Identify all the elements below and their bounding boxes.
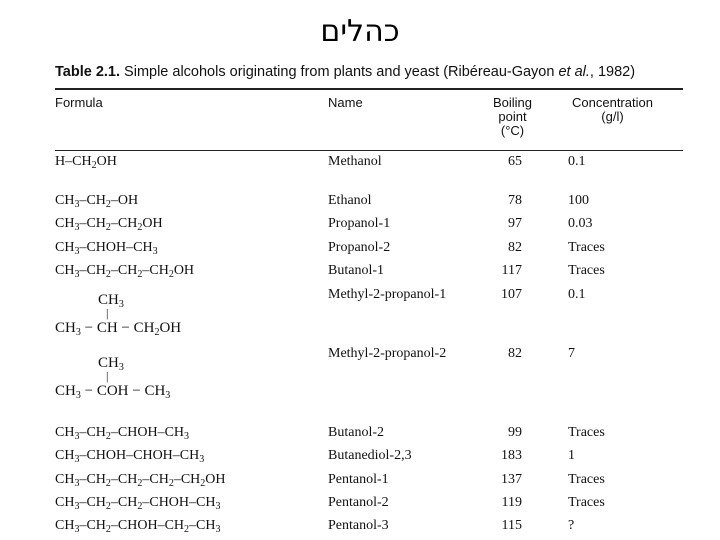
concentration-cell: 7 (568, 346, 575, 361)
header-concentration (565, 96, 660, 124)
slide-title: כהלים (320, 14, 400, 49)
header-bp-line2: point (498, 109, 527, 124)
formula-cell: $CH_3-CH_2-CH_2-CHOH-CH_3$ (55, 495, 221, 512)
concentration-cell: 1 (568, 448, 575, 463)
table-row (0, 425, 720, 447)
name-cell: Methanol (328, 154, 382, 169)
table-row (0, 495, 720, 517)
name-cell: Pentanol-3 (328, 518, 389, 533)
formula-cell: $CH_3-CH_2-OH$ (55, 193, 139, 210)
boiling-point-cell: 137 (501, 472, 522, 487)
concentration-cell: Traces (568, 495, 605, 510)
name-cell: Butanol-2 (328, 425, 384, 440)
formula-cell: $CH_3-CH_2-CHOH-CH_2-CH_3$ (55, 518, 221, 535)
name-cell: Ethanol (328, 193, 372, 208)
table-row (0, 518, 720, 540)
name-cell: Butanol-1 (328, 263, 384, 278)
name-cell: Butanediol-2,3 (328, 448, 412, 463)
caption-etal: et al. (558, 64, 590, 80)
formula-cell: $CH_3-CH_2-CH_2OH$ (55, 216, 163, 233)
table-row (0, 193, 720, 215)
name-cell: Methyl-2-propanol-1 (328, 287, 447, 302)
boiling-point-cell: 65 (508, 154, 522, 169)
table-row (0, 240, 720, 262)
boiling-point-cell: 117 (501, 263, 522, 278)
header-conc-line1: Concentration (572, 95, 653, 110)
name-cell: Propanol-1 (328, 216, 391, 231)
concentration-cell: 100 (568, 193, 589, 208)
table-row (0, 472, 720, 494)
table-row (0, 216, 720, 238)
boiling-point-cell: 82 (508, 240, 522, 255)
table-header-rule (55, 150, 683, 151)
formula-part: | (106, 306, 109, 320)
concentration-cell: 0.1 (568, 287, 586, 302)
name-cell: Pentanol-2 (328, 495, 389, 510)
table-row (0, 448, 720, 470)
formula-cell: $CH_3-CHOH-CH_3$ (55, 240, 158, 257)
formula-part: $CH_3$ − COH − $CH_3$ (55, 383, 171, 401)
formula-cell: $CH_3-CH_2-CHOH-CH_3$ (55, 425, 190, 442)
header-conc-line2: (g/l) (601, 109, 624, 124)
boiling-point-cell: 78 (508, 193, 522, 208)
table-row (0, 154, 720, 176)
table-top-rule (55, 88, 683, 90)
concentration-cell: Traces (568, 472, 605, 487)
formula-cell: $H-CH_2OH$ (55, 154, 117, 171)
formula-part: | (106, 369, 109, 383)
concentration-cell: Traces (568, 425, 605, 440)
name-cell: Propanol-2 (328, 240, 391, 255)
name-cell: Methyl-2-propanol-2 (328, 346, 447, 361)
concentration-cell: ? (568, 518, 575, 533)
concentration-cell: 0.03 (568, 216, 593, 231)
header-bp-line1: Boiling (492, 95, 533, 110)
table-caption (55, 64, 695, 80)
boiling-point-cell: 99 (508, 425, 522, 440)
header-name: Name (328, 95, 363, 110)
formula-part: $CH_3$ − CH − $CH_2OH$ (55, 320, 182, 338)
formula-part: $CH_3$ (98, 292, 124, 310)
formula-cell: $CH_3-CH_2-CH_2-CH_2-CH_2OH$ (55, 472, 226, 489)
caption-text: Simple alcohols originating from plants and yeast (Ribéreau-Gayon (124, 64, 555, 80)
name-cell: Pentanol-1 (328, 472, 389, 487)
boiling-point-cell: 97 (508, 216, 522, 231)
table-row (0, 263, 720, 285)
boiling-point-cell: 82 (508, 346, 522, 361)
header-bp-line3: (°C) (500, 123, 525, 138)
header-formula: Formula (55, 95, 103, 110)
table-number: Table 2.1. (55, 64, 121, 80)
concentration-cell: 0.1 (568, 154, 586, 169)
boiling-point-cell: 115 (501, 518, 522, 533)
boiling-point-cell: 183 (501, 448, 522, 463)
boiling-point-cell: 107 (501, 287, 522, 302)
header-boiling-point (480, 96, 545, 138)
formula-cell: $CH_3-CH_2-CH_2-CH_2OH$ (55, 263, 195, 280)
boiling-point-cell: 119 (501, 495, 522, 510)
formula-cell: $CH_3-CHOH-CHOH-CH_3$ (55, 448, 205, 465)
caption-year: , 1982) (589, 64, 636, 80)
concentration-cell: Traces (568, 263, 605, 278)
formula-part: $CH_3$ (98, 355, 124, 373)
concentration-cell: Traces (568, 240, 605, 255)
